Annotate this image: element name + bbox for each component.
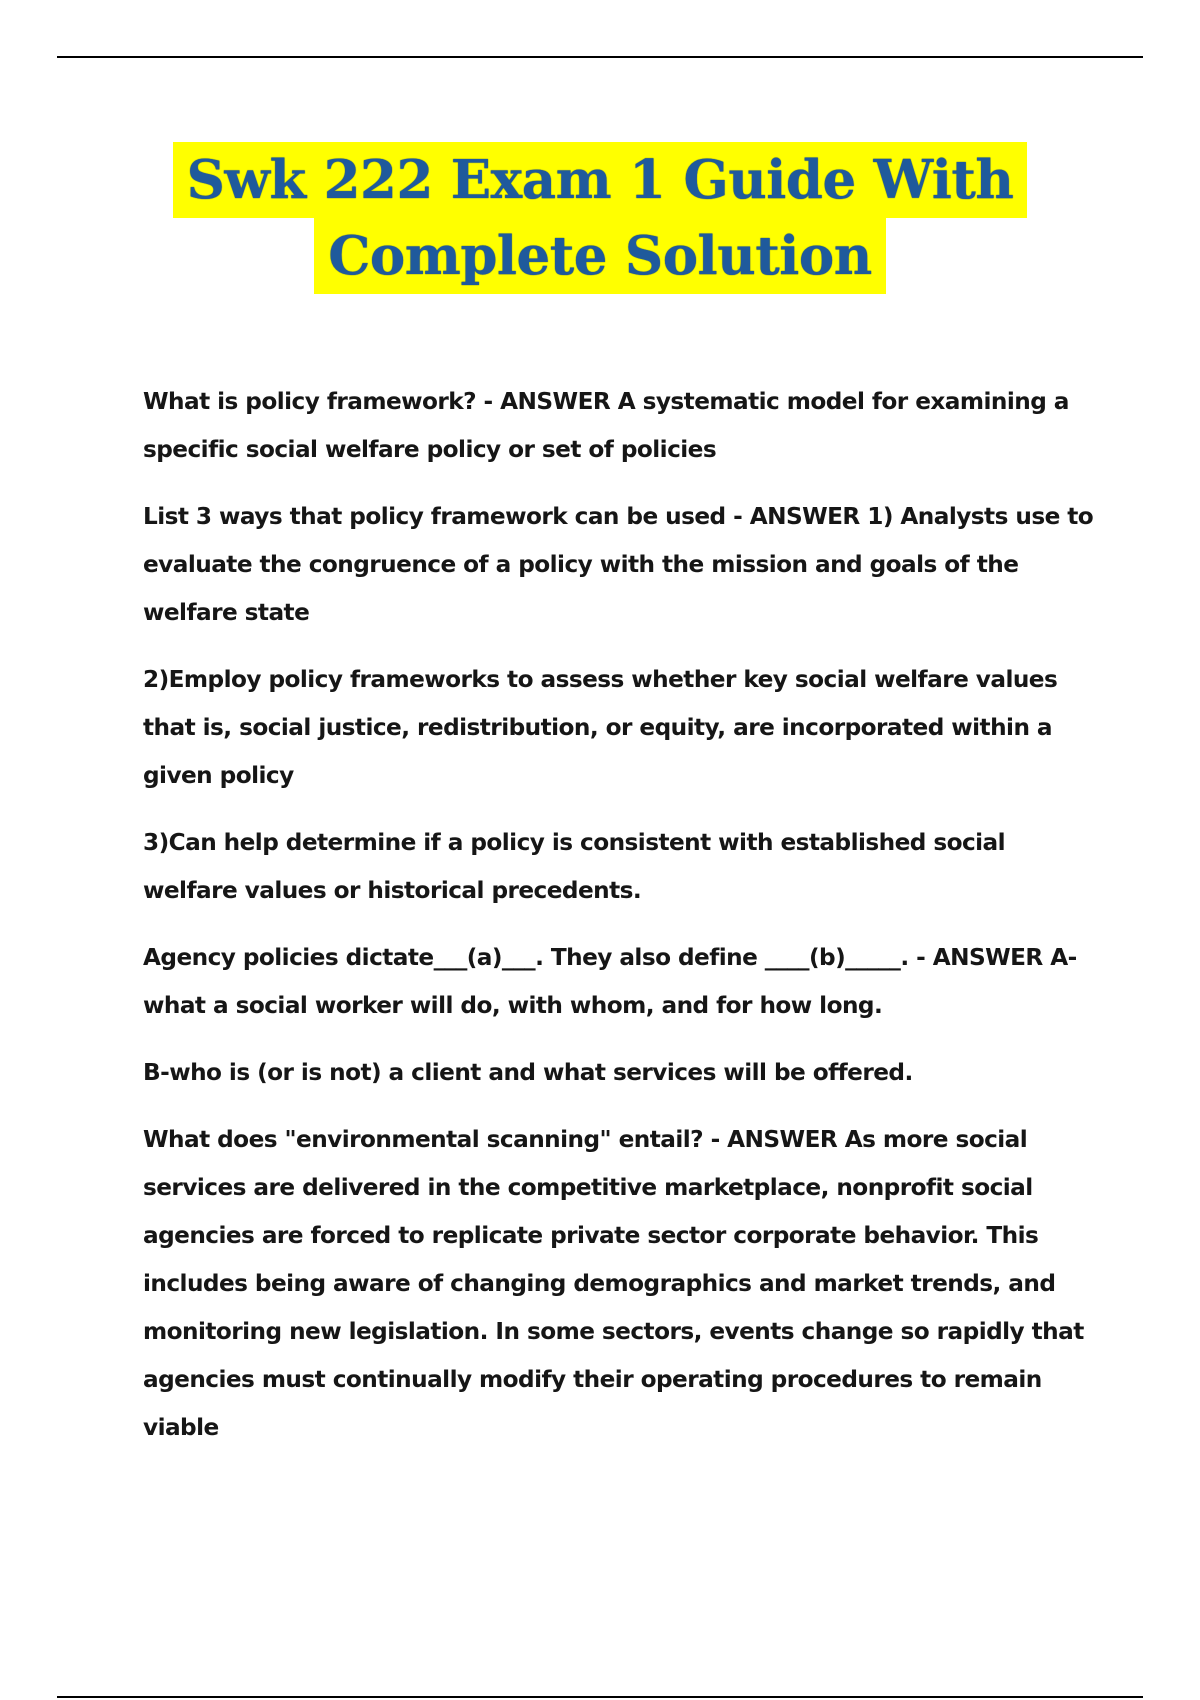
qa-paragraph-policy-framework: What is policy framework? - ANSWER A systematic model for examining a specific social welfare policy or set of policies [143,388,1069,463]
bottom-rule [57,1696,1143,1698]
top-rule [57,56,1143,58]
qa-paragraph-way-3: 3)Can help determine if a policy is consistent with established social welfare values or historical precedents. [143,829,1006,904]
document-title [0,142,1200,294]
qa-paragraph-three-ways: List 3 ways that policy framework can be used - ANSWER 1) Analysts use to evaluate the congruence of a policy with the mission and goals of the welfare state [143,503,1094,626]
qa-paragraph-environmental-scanning: What does "environmental scanning" entail? - ANSWER As more social services are delivered in the competitive marketplace, nonprofit social agencies are forced to replicate private sector corporate behavior. This includes being aware of changing demographics and market trends, and monitoring new legislation. In some sectors, events change so rapidly that agencies must continually modify their operating procedures to remain viable [143,1126,1084,1441]
document-body [143,378,1103,1471]
title-line-2: Complete Solution [314,218,885,294]
qa-paragraph-way-2: 2)Employ policy frameworks to assess whether key social welfare values that is, social justice, redistribution, or equity, are incorporated within a given policy [143,666,1058,789]
qa-paragraph-agency-policies: Agency policies dictate___(a)___. They also define ____(b)_____. - ANSWER A-what a social worker will do, with whom, and for how long. [143,944,1077,1019]
title-line-1: Swk 222 Exam 1 Guide With [173,142,1028,218]
qa-paragraph-agency-policies-b: B-who is (or is not) a client and what services will be offered. [143,1059,913,1086]
